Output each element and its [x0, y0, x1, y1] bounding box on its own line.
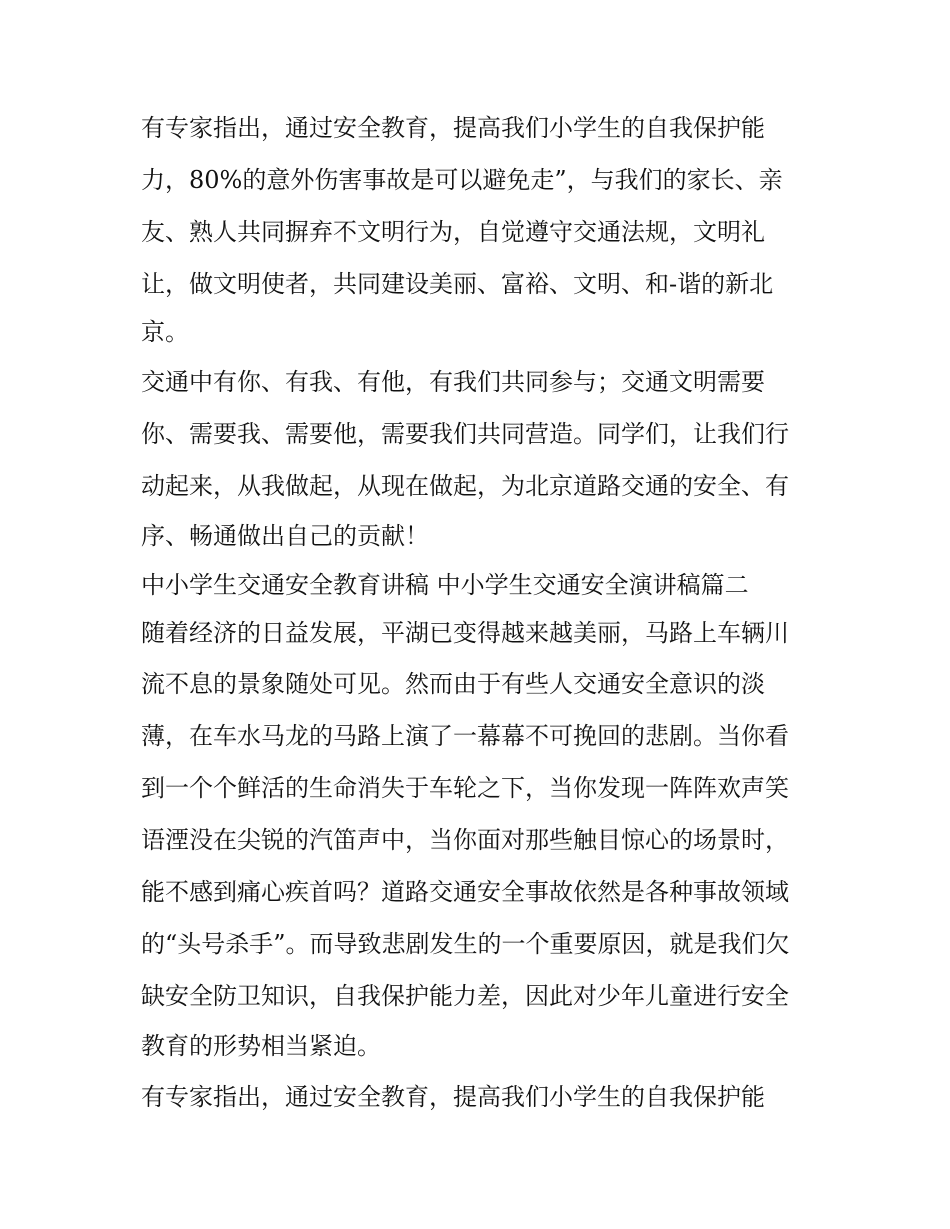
- text-line: 让，做文明使者，共同建设美丽、富裕、文明、和-谐的新北: [141, 270, 774, 298]
- text-line: 有专家指出，通过安全教育，提高我们小学生的自我保护能: [141, 1083, 765, 1111]
- text-line: 序、畅通做出自己的贡献！: [141, 522, 429, 550]
- text-line: 薄，在车水马龙的马路上演了一幕幕不可挽回的悲剧。当你看: [141, 722, 789, 750]
- text-line: 有专家指出，通过安全教育，提高我们小学生的自我保护能: [141, 114, 765, 142]
- text-line: 交通中有你、有我、有他，有我们共同参与；交通文明需要: [141, 368, 765, 396]
- text-line: 教育的形势相当紧迫。: [141, 1032, 381, 1060]
- text-line: 友、熟人共同摒弃不文明行为，自觉遵守交通法规，文明礼: [141, 218, 765, 246]
- text-line: 你、需要我、需要他，需要我们共同营造。同学们，让我们行: [141, 420, 789, 448]
- text-line: 的“头号杀手”。而导致悲剧发生的一个重要原因，就是我们欠: [141, 930, 790, 958]
- text-line: 能不感到痛心疾首吗？道路交通安全事故依然是各种事故领域: [141, 878, 789, 906]
- text-line: 缺安全防卫知识，自我保护能力差，因此对少年儿童进行安全: [141, 982, 789, 1010]
- text-line: 语湮没在尖锐的汽笛声中，当你面对那些触目惊心的场景时，: [141, 826, 789, 854]
- text-line: 力，80%的意外伤害事故是可以避免走”，与我们的家长、亲: [141, 166, 783, 194]
- text-line: 动起来，从我做起，从现在做起，为北京道路交通的安全、有: [141, 472, 789, 500]
- text-line: 流不息的景象随处可见。然而由于有些人交通安全意识的淡: [141, 670, 765, 698]
- section-heading: 中小学生交通安全教育讲稿 中小学生交通安全演讲稿篇二: [141, 571, 749, 599]
- text-line: 到一个个鲜活的生命消失于车轮之下，当你发现一阵阵欢声笑: [141, 774, 789, 802]
- text-line: 随着经济的日益发展，平湖已变得越来越美丽，马路上车辆川: [141, 619, 789, 647]
- text-line: 京。: [141, 318, 189, 346]
